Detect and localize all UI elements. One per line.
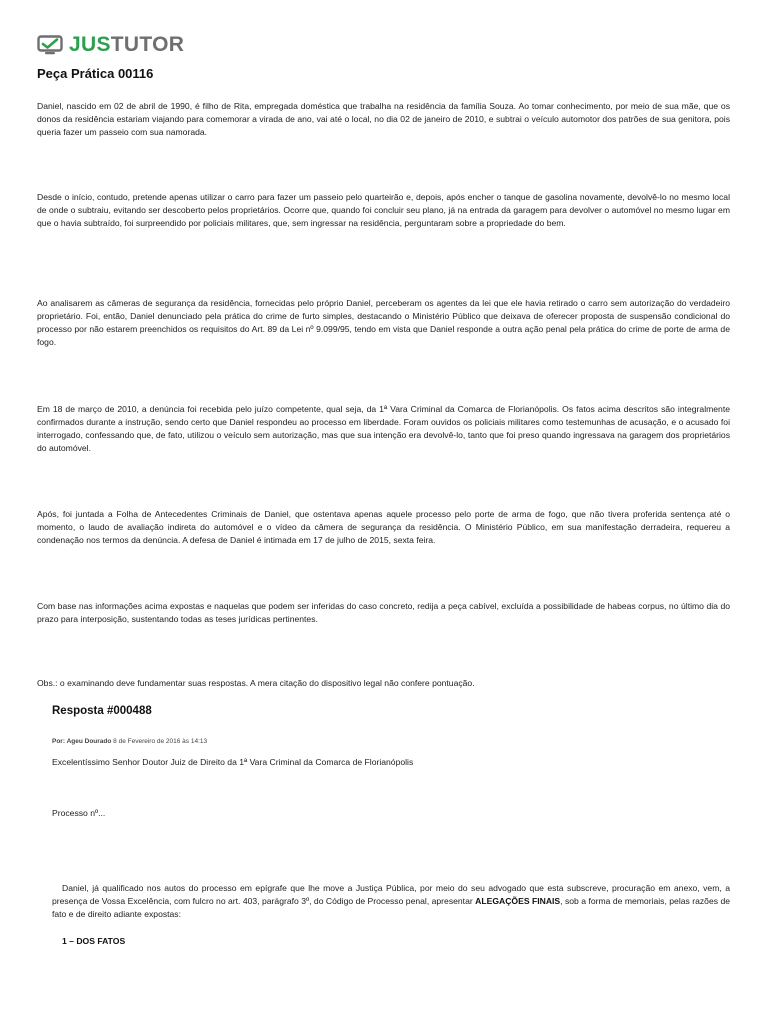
- intro-text-before: Daniel, já qualificado nos autos do processo em epígrafe que lhe move a Justiça Pública, por meio do seu advogado que esta subscreve, procuração em anexo, vem, a presença de Vossa Excelência, com fulcro no art. 403, parágrafo 3º, do Código de Processo penal, apresentar: [52, 883, 730, 907]
- response-meta: [52, 738, 207, 745]
- monitor-check-icon: [37, 35, 63, 55]
- intro-bold-text: ALEGAÇÕES FINAIS: [475, 896, 561, 907]
- response-addressee: Excelentíssimo Senhor Doutor Juiz de Direito da 1ª Vara Criminal da Comarca de Florianópolis: [52, 757, 414, 767]
- brand-name-part2: TUTOR: [110, 33, 185, 56]
- brand-logo[interactable]: [37, 34, 184, 56]
- brand-name: [69, 34, 184, 56]
- case-paragraph-1: Daniel, nascido em 02 de abril de 1990, é filho de Rita, empregada doméstica que trabalha na residência da família Souza. Ao tomar conhecimento, por meio de sua mãe, que os donos da residência estariam viajando para comemorar a virada de ano, vai até o local, no dia 02 de janeiro de 2010, e subtrai o veículo automotor dos patrões de sua genitora, pois queria fazer um passeio com sua namorada.: [37, 101, 730, 138]
- case-paragraph-3: Ao analisarem as câmeras de segurança da residência, fornecidas pelo próprio Daniel, perceberam os agentes da lei que ele havia retirado o carro sem autorização do verdadeiro proprietário. Foi, então, Daniel denunciado pela prática do crime de furto simples, destacando o Ministério Público que deixava de oferecer proposta de suspensão condicional do processo por não estarem preenchidos os requisitos do Art. 89 da Lei nº 9.099/95, tendo em vista que Daniel responde a outra ação penal pela prática do crime de porte de arma de fogo.: [37, 298, 730, 348]
- response-title: Resposta #000488: [52, 705, 152, 717]
- response-date: 8 de Fevereiro de 2016 às 14:13: [113, 738, 208, 745]
- intro-text-after: , sob a forma de memoriais, pelas razões de fato e de direito adiante expostas:: [52, 896, 730, 920]
- case-observation: Obs.: o examinando deve fundamentar suas respostas. A mera citação do dispositivo legal não confere pontuação.: [37, 678, 475, 688]
- document-title: Peça Prática 00116: [37, 66, 154, 81]
- response-process-number: Processo nº...: [52, 808, 106, 818]
- case-paragraph-5: Após, foi juntada a Folha de Antecedentes Criminais de Daniel, que ostentava apenas aquele processo pelo porte de arma de fogo, que não tivera proferida sentença até o momento, o laudo de avaliação indireta do automóvel e o vídeo da câmera de segurança da residência. O Ministério Público, em sua manifestação derradeira, requereu a condenação nos termos da denúncia. A defesa de Daniel é intimada em 17 de julho de 2015, sexta feira.: [37, 509, 730, 546]
- case-paragraph-2: Desde o início, contudo, pretende apenas utilizar o carro para fazer um passeio pelo quarteirão e, depois, após encher o tanque de gasolina novamente, devolvê-lo no mesmo local de onde o subtraiu, evitando ser descoberto pelos proprietários. Ocorre que, quando foi concluir seu plano, já na entrada da garagem para devolver o automóvel no mesmo lugar em que o havia subtraído, foi surpreendido por policiais militares, que, sem ingressar na residência, perguntaram sobre a propriedade do bem.: [37, 192, 730, 229]
- response-author[interactable]: Por: Ageu Dourado: [52, 738, 112, 745]
- brand-name-part1: JUS: [69, 33, 111, 56]
- case-paragraph-6: Com base nas informações acima expostas e naquelas que podem ser inferidas do caso concreto, redija a peça cabível, excluída a possibilidade de habeas corpus, no último dia do prazo para interposição, sustentando todas as teses jurídicas pertinentes.: [37, 601, 730, 625]
- case-paragraph-4: Em 18 de março de 2010, a denúncia foi recebida pelo juízo competente, qual seja, da 1ª Vara Criminal da Comarca de Florianópolis. Os fatos acima descritos são integralmente confirmados durante a instrução, sendo certo que Daniel respondeu ao processo em liberdade. Foram ouvidos os policiais militares como testemunhas de acusação, e o acusado foi interrogado, confessando que, de fato, utilizou o veículo sem autorização, mas que sua intenção era devolvê-lo, tanto que foi preso quando ingressava na garagem dos proprietários do automóvel.: [37, 404, 730, 454]
- response-intro-paragraph: [52, 882, 730, 921]
- section-heading-facts: 1 – DOS FATOS: [62, 936, 126, 946]
